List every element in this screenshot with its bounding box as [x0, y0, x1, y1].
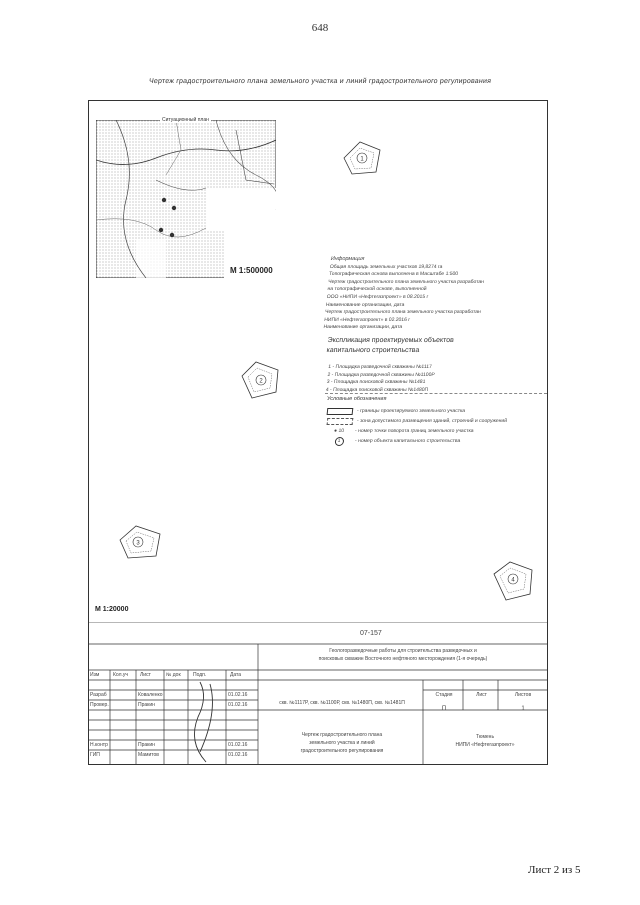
legend-item: - номер объекта капитального строительства [354, 438, 461, 444]
situation-plan-label: Ситуационный план [162, 117, 209, 123]
organization-name: НИПИ «Нефтегазпроект» [455, 742, 515, 748]
row-role: Провер. [90, 702, 109, 708]
document-code: 07-157 [360, 630, 382, 637]
col-list: Лист [140, 672, 151, 678]
row-role: ГИП [90, 752, 100, 758]
sheet-footer: Лист 2 из 5 [528, 864, 581, 876]
sheets-header: Листов [514, 692, 532, 698]
drawing-title: Чертеж градостроительного плана земельного участка и линий градостроительного регулирования [148, 78, 492, 85]
situation-plan-scale: М 1:500000 [230, 266, 273, 275]
explication-title [326, 336, 548, 356]
plot-1-number: 1 [360, 156, 364, 163]
legend-item: - границы проектируемого земельного участка [356, 408, 466, 414]
point-symbol-label: 10 [338, 428, 345, 434]
plot-4-number: 4 [511, 577, 515, 584]
boundary-symbol [327, 408, 354, 415]
info-line: Наименование организации, дата [323, 324, 403, 331]
row-date: 01.02.16 [228, 702, 248, 708]
stage-header: Стадия [435, 692, 453, 698]
drawing-name-line: Чертеж градостроительного плана [301, 732, 383, 738]
drawing-name-line: земельного участка и линий [309, 740, 375, 746]
legend-divider [325, 393, 547, 394]
plot-2-number: 2 [259, 378, 263, 385]
main-scale: М 1:20000 [95, 606, 129, 613]
stage-value: П [441, 706, 447, 712]
explication-title-line: капитального строительства [326, 347, 420, 354]
row-date: 01.02.16 [228, 692, 248, 698]
plot-4-drawing [488, 558, 538, 604]
col-izm: Изм [90, 672, 100, 678]
page-number: 648 [311, 22, 329, 34]
explication-title-line: Экспликация проектируемых объектов [327, 337, 455, 344]
info-line: ООО «НИПИ «Нефтегазпроект» в 08.2015 г [326, 293, 429, 300]
info-title: Информация [330, 256, 365, 262]
explication-item: 4 - Площадка поисковой скважины №1480П [325, 386, 429, 393]
row-date: 01.02.16 [228, 752, 248, 758]
row-role: Разраб [90, 692, 107, 698]
wells-list: скв. №1117Р, скв. №1100Р, скв. №1480П, скв. №1481П [279, 700, 405, 706]
sheets-value: 1 [521, 706, 525, 712]
row-role: Н.контр [90, 742, 108, 748]
info-line: Наименование организации, дата [325, 301, 405, 308]
plot-3-number: 3 [136, 540, 140, 547]
explication-item: 1 - Площадка разведочной скважины №1117 [327, 364, 433, 370]
info-block [323, 256, 551, 332]
row-name: Мамитов [138, 752, 159, 758]
row-date: 01.02.16 [228, 742, 248, 748]
point-symbol: ● 10 [333, 428, 345, 434]
col-sign: Подп. [193, 672, 207, 678]
col-doc: № док [166, 672, 181, 678]
plot-2-drawing [236, 358, 284, 402]
explication-item: 2 - Площадка разведочной скважины №1100Р [327, 371, 436, 378]
object-symbol [327, 437, 352, 446]
info-line: на топографической основе, выполненной [327, 286, 427, 293]
info-line: Чертеж градостроительного плана земельного участка разработан [327, 278, 485, 285]
project-name-line: Геологоразведочные работы для строительства разведочных и [329, 648, 477, 654]
plot-3-drawing [116, 520, 166, 564]
zone-symbol [327, 418, 354, 425]
legend-list [327, 406, 549, 446]
explication-list [325, 364, 548, 394]
row-name: Пракин [138, 742, 155, 748]
situation-plan-map [96, 120, 276, 278]
info-line: Общая площадь земельных участков 19,8274 га [329, 263, 443, 270]
sheet-header: Лист [476, 692, 487, 698]
organization-city: Тюмень [475, 734, 495, 740]
project-name-line: поисковых скважин Восточного нефтяного месторождения (1-я очередь) [318, 656, 488, 662]
object-symbol-label: 1 [334, 437, 344, 446]
col-date: Дата [230, 672, 242, 678]
drawing-name-line: градостроительного регулирования [300, 748, 384, 754]
plot-1-drawing [338, 136, 386, 180]
row-name: Пракин [138, 702, 155, 708]
info-line: НИПИ «Нефтегазпроект» в 02.2016 г [323, 316, 411, 323]
legend-item: - зона допустимого размещения зданий, строений и сооружений [356, 418, 508, 424]
info-line: Чертеж градостроительного плана земельного участка разработан [324, 309, 482, 316]
row-name: Коваленко [138, 692, 163, 698]
col-kol-uch: Кол.уч [113, 672, 128, 678]
explication-item: 3 - Площадка поисковой скважины №1481 [326, 379, 426, 385]
legend-item: - номер точки поворота границ земельного участка [354, 428, 474, 434]
legend-title: Условные обозначения [326, 396, 387, 402]
info-line: Топографическая основа выполнена в Масштабе 1:500 [328, 271, 459, 278]
